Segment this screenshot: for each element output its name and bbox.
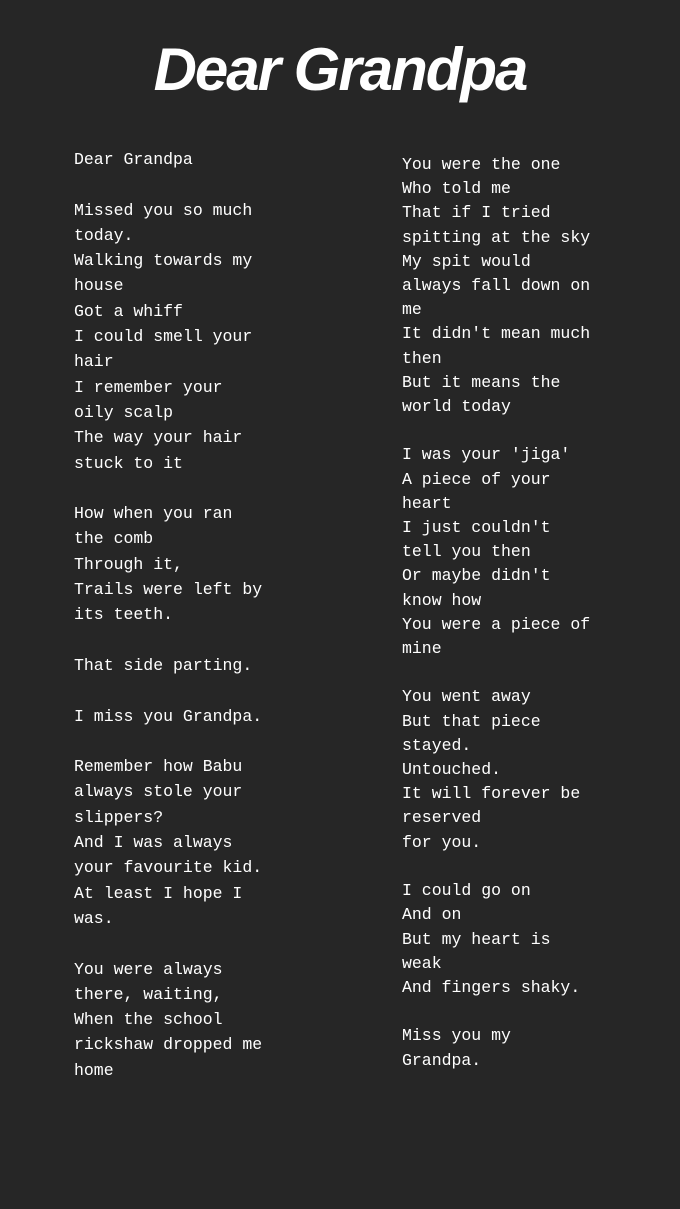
poem-line: I miss you Grandpa. (74, 706, 263, 726)
poem-line: I could smell your (74, 327, 253, 347)
poem-line: tell you then (402, 542, 531, 562)
poem-line: Miss you my (402, 1026, 511, 1046)
poem-line: stayed. (402, 735, 472, 755)
stanza-break (74, 476, 364, 501)
poem-line: world today (402, 397, 511, 417)
poem-line: rickshaw dropped me (74, 1035, 263, 1055)
poem-line: Grandpa. (402, 1050, 482, 1070)
poem-line: It didn't mean much (402, 324, 591, 344)
poem-line: today. (74, 225, 134, 245)
poem-line: Missed you so much (74, 200, 253, 220)
poem-line: You were always (74, 959, 223, 979)
stanza-break (402, 661, 672, 685)
poem-line: And I was always (74, 833, 233, 853)
poem-line: I just couldn't (402, 518, 551, 538)
poem-line: always fall down on (402, 276, 591, 296)
poem-line: spitting at the sky (402, 227, 591, 247)
poem-line: The way your hair (74, 428, 243, 448)
stanza-break (74, 678, 364, 703)
poem-line: Or maybe didn't (402, 566, 551, 586)
poem-line: Who told me (402, 179, 511, 199)
poem-line: Through it, (74, 554, 183, 574)
poem-line: house (74, 276, 124, 296)
poem-line: A piece of your (402, 469, 551, 489)
poem-line: When the school (74, 1010, 223, 1030)
stanza-break (74, 729, 364, 754)
stanza-break (74, 628, 364, 653)
poem-line: Remember how Babu (74, 757, 243, 777)
poem-column-left (74, 147, 364, 1083)
poem-line: At least I hope I (74, 883, 243, 903)
stanza-break (402, 419, 672, 443)
stanza-break (402, 855, 672, 879)
poem-line: oily scalp (74, 402, 174, 422)
poem-line: there, waiting, (74, 984, 223, 1004)
poem-line: reserved (402, 808, 482, 828)
poem-line: the comb (74, 529, 154, 549)
poem-line: weak (402, 953, 442, 973)
poem-line: How when you ran (74, 504, 233, 524)
poem-line: But it means the (402, 372, 561, 392)
poem-line: know how (402, 590, 482, 610)
poem-line: But my heart is (402, 929, 551, 949)
poem-line: for you. (402, 832, 482, 852)
page-title: Dear Grandpa (153, 36, 527, 103)
poem-line: its teeth. (74, 605, 174, 625)
poem-line: your favourite kid. (74, 858, 263, 878)
poem-line: stuck to it (74, 453, 183, 473)
poem-line: I remember your (74, 377, 223, 397)
stanza-break (402, 1000, 672, 1024)
poem-line: You were the one (402, 155, 561, 174)
poem-line: mine (402, 639, 442, 659)
stanza-break (74, 172, 364, 197)
poem-line: That side parting. (74, 655, 253, 675)
poem-line: Trails were left by (74, 580, 263, 600)
poem-line: And fingers shaky. (402, 977, 581, 997)
poem-line: But that piece (402, 711, 541, 731)
poem-line: My spit would (402, 251, 531, 271)
poem-line: hair (74, 352, 114, 372)
poem-line: Untouched. (402, 760, 502, 780)
poem-column-right (402, 153, 672, 1073)
poem-line: home (74, 1060, 114, 1080)
poem-line: Dear Grandpa (74, 150, 193, 169)
poem-line: me (402, 300, 422, 320)
poem-line: You were a piece of (402, 614, 591, 634)
poem-line: It will forever be (402, 784, 581, 804)
poem-line: slippers? (74, 807, 164, 827)
poem-line: then (402, 348, 442, 368)
poem-line: You went away (402, 687, 531, 707)
poem-line: I could go on (402, 881, 531, 901)
poem-line: I was your 'jiga' (402, 445, 571, 465)
stanza-break (74, 931, 364, 956)
poem-line: Got a whiff (74, 301, 183, 321)
poem-line: was. (74, 908, 114, 928)
poem-line: always stole your (74, 782, 243, 802)
poem-line: And on (402, 905, 462, 925)
poem-line: That if I tried (402, 203, 551, 223)
poem-line: Walking towards my (74, 251, 253, 271)
poem-line: heart (402, 493, 452, 513)
